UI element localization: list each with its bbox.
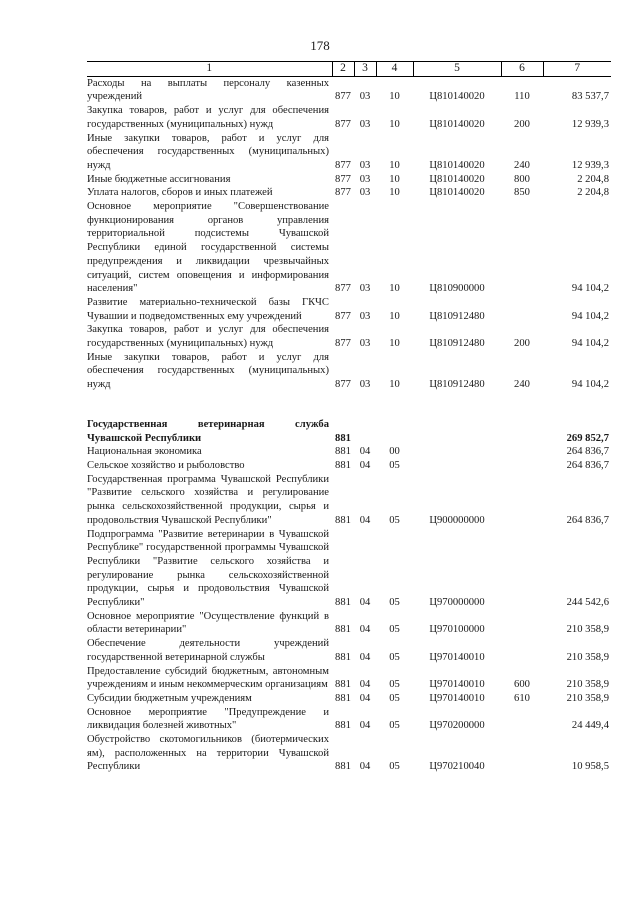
table-row	[87, 637, 611, 664]
col-header-section: 3	[354, 62, 376, 77]
table-row	[87, 173, 611, 187]
table-row-department	[87, 418, 611, 445]
row-name: Иные закупки товаров, работ и услуг для обеспечения государственных (муниципальных) нужд	[87, 351, 329, 391]
row-target-article: Ц900000000	[429, 514, 485, 526]
col-header-name: 1	[87, 62, 332, 77]
row-amount: 210 358,9	[566, 692, 609, 704]
row-subsection: 10	[389, 118, 400, 130]
row-section	[354, 418, 376, 445]
row-ved: 877	[335, 338, 351, 350]
row-expense-type	[501, 733, 543, 774]
row-ved: 877	[335, 91, 351, 103]
row-expense-type: 240	[514, 379, 530, 391]
row-target-article	[413, 459, 501, 473]
row-ved: 881	[335, 597, 351, 609]
row-name: Обеспечение деятельности учреждений государственной ветеринарной службы	[87, 638, 329, 663]
row-expense-type: 200	[514, 118, 530, 130]
table-row	[87, 706, 611, 733]
table-row	[87, 528, 611, 610]
table-row	[87, 610, 611, 637]
table-row	[87, 296, 611, 323]
row-section: 04	[359, 459, 371, 471]
row-section: 03	[359, 310, 371, 322]
row-ved: 877	[335, 310, 351, 322]
col-header-ved: 2	[332, 62, 354, 77]
row-expense-type	[501, 445, 543, 459]
table-header-row	[87, 62, 611, 77]
row-target-article: Ц970140010	[429, 651, 485, 663]
row-name: Государственная ветеринарная служба Чувашской Республики	[87, 418, 329, 444]
row-section: 03	[359, 338, 371, 350]
col-header-target-article: 5	[413, 62, 501, 77]
table-row	[87, 473, 611, 528]
page-number: 178	[310, 38, 330, 53]
row-name: Сельское хозяйство и рыболовство	[87, 459, 245, 471]
row-section: 04	[359, 679, 371, 691]
table-row	[87, 351, 611, 392]
table-row	[87, 665, 611, 692]
row-expense-type	[501, 528, 543, 610]
row-name: Обустройство скотомогильников (биотермических ям), расположенных на территории Чувашской Республики	[87, 734, 329, 773]
row-target-article: Ц810912480	[429, 338, 485, 350]
row-target-article: Ц810140020	[429, 173, 485, 185]
row-name: Государственная программа Чувашской Республики "Развитие сельского хозяйства и регулирование рынка сельскохозяйственной продукции, сырья и продовольствия Чувашской Республики"	[87, 473, 329, 526]
row-expense-type	[501, 706, 543, 733]
row-ved: 881	[335, 679, 351, 691]
row-subsection: 10	[389, 91, 400, 103]
spacer-row	[87, 392, 611, 418]
row-ved: 881	[335, 432, 351, 444]
row-ved: 881	[335, 761, 351, 773]
row-section: 03	[359, 173, 371, 185]
row-section: 04	[359, 720, 371, 732]
row-section: 04	[359, 624, 371, 636]
row-subsection: 10	[389, 187, 400, 199]
row-section: 03	[359, 187, 371, 199]
row-target-article: Ц810900000	[429, 283, 485, 295]
row-section: 03	[359, 283, 371, 295]
row-ved: 877	[335, 173, 351, 185]
row-subsection: 00	[389, 446, 400, 458]
row-subsection: 05	[389, 597, 400, 609]
row-name: Развитие материально-технической базы ГКЧС Чувашии и подведомственных ему учреждений	[87, 296, 329, 322]
row-section: 03	[359, 118, 371, 130]
row-name: Основное мероприятие "Совершенствование функционирования органов управления территориальной подсистемы Чувашской Республики единой государственной системы предупреждения и ликвидации чрезвычайных ситуаций, систем оповещения и информирования населения"	[87, 201, 329, 295]
row-subsection: 10	[389, 173, 400, 185]
row-subsection: 05	[389, 679, 400, 691]
row-subsection: 05	[389, 459, 400, 471]
row-section: 04	[359, 651, 371, 663]
row-section: 04	[359, 692, 371, 704]
row-section: 03	[359, 91, 371, 103]
row-subsection: 10	[389, 310, 400, 322]
row-name: Предоставление субсидий бюджетным, автономным учреждениям и иным некоммерческим организациям	[87, 665, 329, 691]
row-amount: 83 537,7	[571, 91, 609, 103]
row-expense-type: 110	[514, 91, 530, 103]
row-expense-type: 850	[514, 187, 530, 199]
table-row	[87, 459, 611, 473]
table-row	[87, 692, 611, 706]
budget-table	[87, 61, 611, 774]
row-target-article: Ц810140020	[429, 187, 485, 199]
row-target-article	[413, 445, 501, 459]
row-amount: 12 939,3	[571, 159, 609, 171]
row-subsection	[376, 418, 413, 445]
row-target-article: Ц810140020	[429, 159, 485, 171]
row-ved: 881	[335, 459, 351, 471]
row-subsection: 05	[389, 761, 400, 773]
row-section: 04	[359, 446, 371, 458]
row-expense-type	[501, 637, 543, 664]
row-target-article: Ц970210040	[429, 761, 485, 773]
row-subsection: 05	[389, 624, 400, 636]
row-amount: 2 204,8	[577, 187, 609, 199]
row-name: Закупка товаров, работ и услуг для обеспечения государственных (муниципальных) нужд	[87, 324, 329, 350]
row-amount: 94 104,2	[571, 338, 609, 350]
row-target-article: Ц970000000	[429, 597, 485, 609]
row-name: Иные закупки товаров, работ и услуг для обеспечения государственных (муниципальных) нужд	[87, 132, 329, 171]
row-amount: 264 836,7	[566, 514, 609, 526]
row-subsection: 10	[389, 338, 400, 350]
row-target-article: Ц810140020	[429, 118, 485, 130]
table-row	[87, 76, 611, 104]
row-amount: 24 449,4	[571, 720, 609, 732]
col-header-amount: 7	[543, 62, 611, 77]
table-row	[87, 733, 611, 774]
row-amount: 94 104,2	[571, 310, 609, 322]
row-amount: 210 358,9	[566, 679, 609, 691]
row-section: 04	[359, 514, 371, 526]
row-name: Уплата налогов, сборов и иных платежей	[87, 187, 273, 199]
row-ved: 877	[335, 118, 351, 130]
row-amount: 244 542,6	[566, 597, 609, 609]
row-amount: 94 104,2	[571, 283, 609, 295]
table-row	[87, 445, 611, 459]
row-ved: 877	[335, 187, 351, 199]
row-amount: 269 852,7	[566, 432, 609, 444]
row-name: Иные бюджетные ассигнования	[87, 173, 231, 185]
row-amount: 94 104,2	[571, 379, 609, 391]
row-ved: 881	[335, 692, 351, 704]
row-ved: 877	[335, 159, 351, 171]
row-expense-type	[501, 200, 543, 296]
row-subsection: 10	[389, 283, 400, 295]
row-target-article: Ц810912480	[429, 379, 485, 391]
table-row	[87, 200, 611, 296]
row-amount: 264 836,7	[566, 446, 609, 458]
row-subsection: 10	[389, 159, 400, 171]
table-row	[87, 104, 611, 131]
row-expense-type: 610	[514, 692, 530, 704]
row-target-article: Ц970140010	[429, 679, 485, 691]
row-expense-type	[501, 473, 543, 528]
row-expense-type: 800	[514, 173, 530, 185]
row-amount: 264 836,7	[566, 459, 609, 471]
row-amount: 2 204,8	[577, 173, 609, 185]
row-expense-type	[501, 296, 543, 323]
row-expense-type: 240	[514, 159, 530, 171]
row-subsection: 05	[389, 651, 400, 663]
row-expense-type: 200	[514, 338, 530, 350]
row-subsection: 05	[389, 692, 400, 704]
table-row	[87, 186, 611, 200]
row-name: Закупка товаров, работ и услуг для обеспечения государственных (муниципальных) нужд	[87, 105, 329, 130]
row-section: 03	[359, 159, 371, 171]
row-name: Расходы на выплаты персоналу казенных учреждений	[87, 77, 329, 103]
row-ved: 881	[335, 720, 351, 732]
row-section: 04	[359, 597, 371, 609]
row-name: Основное мероприятие "Осуществление функций в области ветеринарии"	[87, 610, 329, 636]
row-ved: 881	[335, 651, 351, 663]
row-name: Подпрограмма "Развитие ветеринарии в Чувашской Республике" государственной программы Чувашской Республики "Развитие сельского хозяйства и регулирование рынка сельскохозяйственной продукции, сырья и продовольствия Чувашской Республики"	[87, 528, 329, 609]
row-subsection: 05	[389, 720, 400, 732]
row-name: Национальная экономика	[87, 446, 202, 458]
row-section: 03	[359, 379, 371, 391]
row-target-article: Ц970100000	[429, 624, 485, 636]
col-header-expense-type: 6	[501, 62, 543, 77]
row-expense-type	[501, 418, 543, 445]
row-target-article: Ц970200000	[429, 720, 485, 732]
row-name: Основное мероприятие "Предупреждение и ликвидация болезней животных"	[87, 706, 329, 732]
row-name: Субсидии бюджетным учреждениям	[87, 692, 252, 704]
row-target-article: Ц970140010	[429, 692, 485, 704]
row-expense-type: 600	[514, 679, 530, 691]
row-subsection: 05	[389, 514, 400, 526]
table-row	[87, 132, 611, 173]
row-target-article: Ц810912480	[429, 310, 485, 322]
row-amount: 210 358,9	[566, 624, 609, 636]
row-ved: 881	[335, 514, 351, 526]
row-target-article: Ц810140020	[429, 91, 485, 103]
row-ved: 881	[335, 446, 351, 458]
table-row	[87, 323, 611, 350]
row-amount: 210 358,9	[566, 651, 609, 663]
row-target-article	[413, 418, 501, 445]
row-ved: 881	[335, 624, 351, 636]
row-subsection: 10	[389, 379, 400, 391]
row-section: 04	[359, 761, 371, 773]
row-expense-type	[501, 610, 543, 637]
row-amount: 10 958,5	[571, 761, 609, 773]
row-ved: 877	[335, 283, 351, 295]
row-expense-type	[501, 459, 543, 473]
row-ved: 877	[335, 379, 351, 391]
row-amount: 12 939,3	[571, 118, 609, 130]
col-header-subsection: 4	[376, 62, 413, 77]
